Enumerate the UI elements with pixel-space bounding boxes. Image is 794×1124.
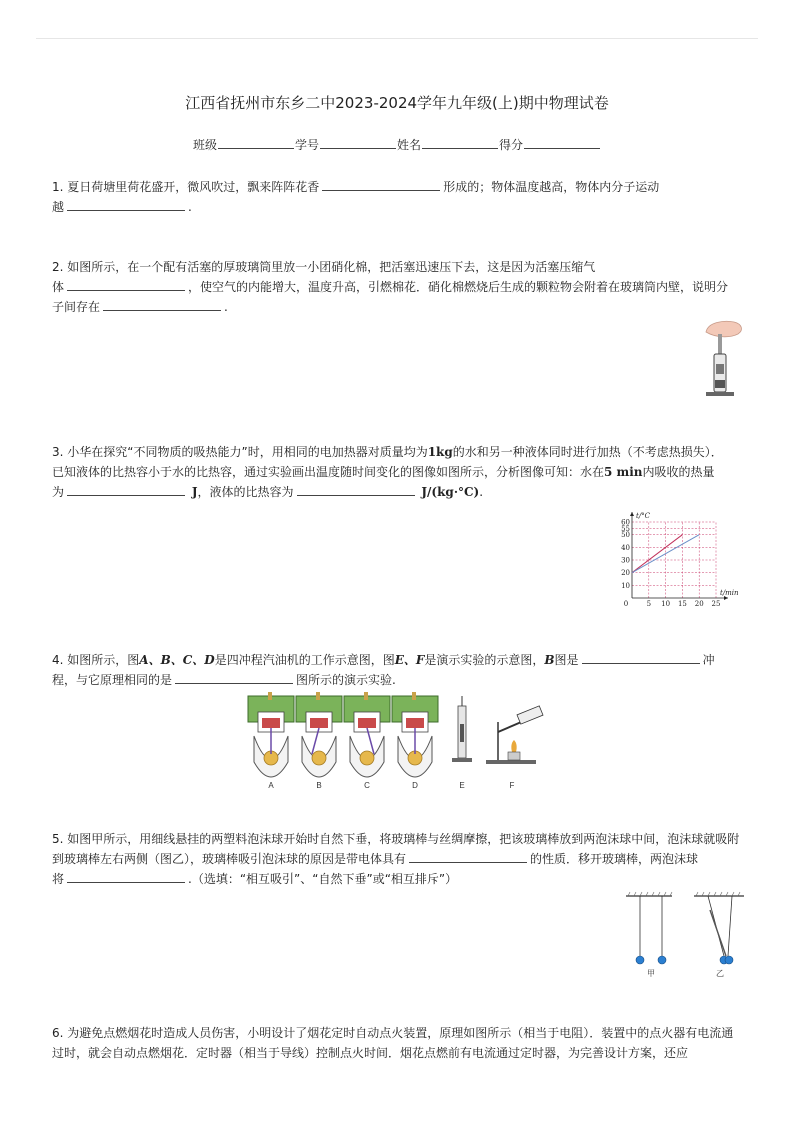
q6-line-2: 过时，就会自动点燃烟花．定时器（相当于导线）控制点火时间．烟花点燃前有电流通过定时器，为完善设计方案，还应 [52,1046,689,1060]
piston-cylinder-figure [700,318,746,400]
q4-text-b: 是四冲程汽油机的工作示意图，图 [214,653,395,667]
x-tick-3: 15 [677,600,687,608]
engine-label-d: D [412,781,418,790]
q5-text-c: 将 [52,872,65,886]
student-info-line [0,136,794,153]
engine-d [392,692,438,777]
q1-blank-1[interactable] [322,178,440,191]
name-blank[interactable] [422,137,498,149]
q3-unit-1: J [191,485,198,499]
q2-text-d: . [224,300,228,314]
q4-text-a: 4. 如图所示，图 [52,653,140,667]
q4-text-c: 是演示实验的示意图， [424,653,545,667]
label-yi: 乙 [716,969,724,978]
balls-yi [694,892,744,964]
q4-text-d: 图是 [554,653,579,667]
q3-text-e: 为 [52,485,65,499]
engine-c [344,692,390,777]
q2-blank-2[interactable] [103,298,221,311]
x-tick-5: 25 [711,600,721,608]
q4-text-e: 冲 [702,653,715,667]
q2-text-c: 子间存在 [52,300,101,314]
q1-text-a: 1. 夏日荷塘里荷花盛开，微风吹过，飘来阵阵花香 [52,180,320,194]
id-blank[interactable] [320,137,396,149]
y-axis-label: t/°C [636,512,651,520]
q3-mass: 1kg [427,445,453,459]
q5-blank-2[interactable] [67,870,185,883]
q4-text-f: 程，与它原理相同的是 [52,673,173,687]
question-3 [52,442,744,502]
q1-blank-2[interactable] [67,198,185,211]
q5-text-a: 到玻璃棒左右两侧（图乙），玻璃棒吸引泡沫球的原因是带电体具有 [52,852,407,866]
experiment-e [452,696,472,762]
q2-text-a: 体 [52,280,65,294]
x-tick-2: 10 [661,600,671,608]
q3-unit-2: J/(kg·°C) [421,485,480,499]
q3-text-f: ，液体的比热容为 [197,485,294,499]
q1-text-c: 越 [52,200,65,214]
name-label: 姓名 [397,138,422,152]
q3-blank-1[interactable] [67,483,185,496]
q3-text-d: 内吸收的热量 [642,465,715,479]
q3-time: 5 min [604,465,643,479]
q5-text-b: 的性质．移开玻璃棒，两泡沫球 [530,852,699,866]
q3-text-a: 3. 小华在探究“不同物质的吸热能力”时，用相同的电加热器对质量均为 [52,445,428,459]
series-line-0 [632,535,682,573]
q2-text-b: ，使空气的内能增大，温度升高，引燃棉花．硝化棉燃烧后生成的颗粒物会附着在玻璃筒内壁，说明分 [188,280,729,294]
engine-label-b: B [316,781,322,790]
q4-fig-letters-2: E、F [394,653,425,667]
y-tick-2: 20 [621,569,630,578]
x-tick-0: 0 [623,600,629,608]
y-tick-3: 30 [621,556,630,565]
x-tick-4: 20 [694,600,704,608]
class-label: 班级 [192,138,217,152]
q3-blank-2[interactable] [297,483,415,496]
y-tick-4: 40 [621,543,630,552]
q3-text-g: . [479,485,484,499]
q4-blank-2[interactable] [175,671,293,684]
label-jia: 甲 [647,969,655,978]
y-tick-6: 55 [621,524,630,533]
experiment-label-f: F [509,781,515,790]
y-axis-arrow [630,512,634,516]
q4-blank-1[interactable] [582,651,700,664]
engine-label-c: C [364,781,370,790]
header-divider [36,38,758,39]
experiment-f [486,706,543,764]
question-4 [52,650,744,690]
q4-fig-b: B [544,653,555,667]
engine-b [296,692,342,777]
score-blank[interactable] [524,137,600,149]
q4-fig-letters: A、B、C、D [139,653,215,667]
q5-blank-1[interactable] [409,850,527,863]
engine-strokes-figure [244,692,544,792]
foam-balls-figure [622,890,750,980]
q1-text-d: . [188,200,192,214]
q4-text-g: 图所示的演示实验. [296,673,396,687]
id-label: 学号 [294,138,319,152]
experiment-label-e: E [459,781,465,790]
class-blank[interactable] [218,137,294,149]
q5-text-d: .（选填：“相互吸引”、“自然下垂”或“相互排斥”） [188,872,458,886]
q2-line-1: 2. 如图所示，在一个配有活塞的厚玻璃筒里放一小团硝化棉，把活塞迅速压下去，这是因为活塞压缩气 [52,260,596,274]
balls-jia [626,892,672,964]
x-axis-label: t/min [720,589,739,597]
engine-a [248,692,294,777]
q3-text-c: 已知液体的比热容小于水的比热容，通过实验画出温度随时间变化的图像如图所示，分析图像可知：水在 [52,465,605,479]
q5-line-1: 5. 如图甲所示，用细线悬挂的两塑料泡沫球开始时自然下垂，将玻璃棒与丝绸摩擦，把该玻璃棒放到两泡沫球中间，泡沫球就吸附 [52,832,740,846]
q3-text-b: 的水和另一种液体同时进行加热（不考虑热损失）． [452,445,723,459]
question-1 [52,177,744,217]
q1-text-b: 形成的；物体温度越高，物体内分子运动 [443,180,660,194]
q6-line-1: 6. 为避免点燃烟花时造成人员伤害，小明设计了烟花定时自动点火装置，原理如图所示（相当于电阻）．装置中的点火器有电流通 [52,1026,734,1040]
question-5 [52,829,744,889]
y-tick-7: 60 [621,518,630,527]
q2-blank-1[interactable] [67,278,185,291]
x-tick-1: 5 [646,600,652,608]
temperature-time-chart [612,506,748,608]
question-6 [52,1023,744,1063]
engine-label-a: A [268,781,274,790]
score-label: 得分 [499,138,524,152]
document-title: 江西省抚州市东乡二中2023-2024学年九年级(上)期中物理试卷 [185,94,609,112]
y-tick-5: 50 [621,531,630,540]
y-tick-1: 10 [621,581,630,590]
question-2 [52,257,744,317]
